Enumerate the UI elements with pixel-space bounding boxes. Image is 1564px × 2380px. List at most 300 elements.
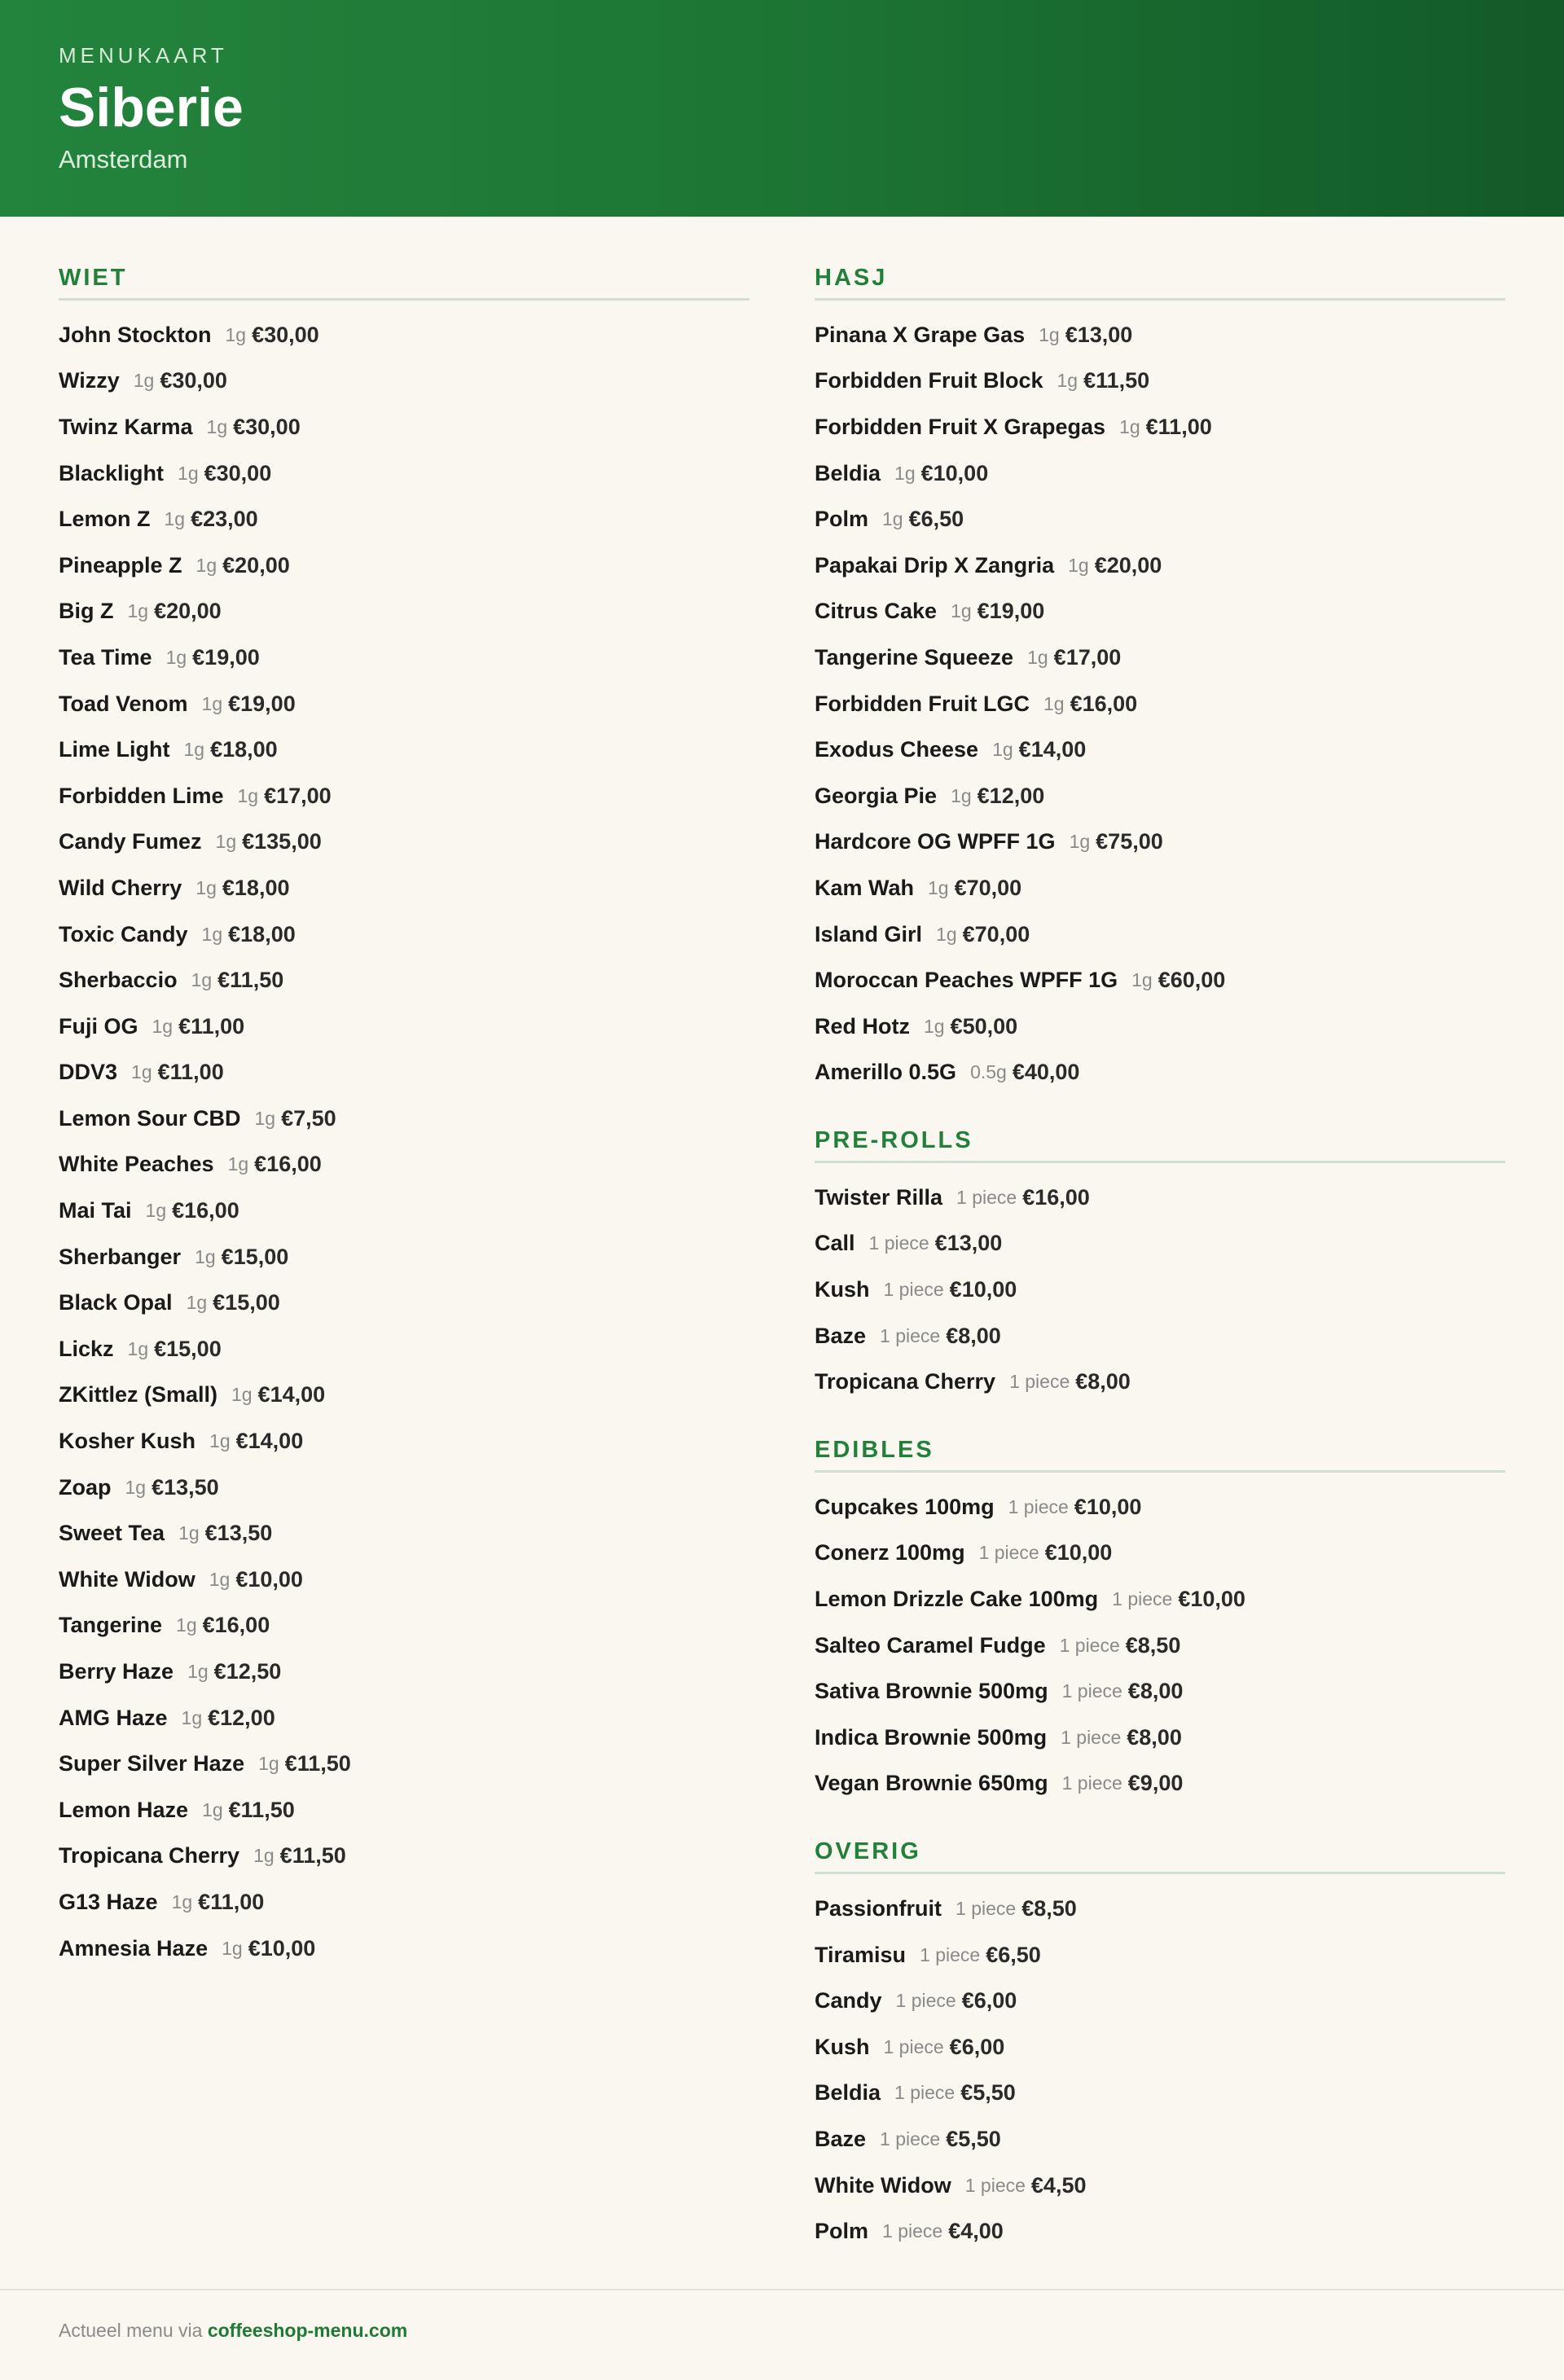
item-price: €16,00 <box>172 1198 239 1223</box>
section-title: OVERIG <box>815 1833 1505 1874</box>
item-price: €13,50 <box>152 1474 219 1500</box>
item-name: Baze <box>815 2126 867 2151</box>
item-unit: 1g <box>187 1661 209 1683</box>
item-price: €8,00 <box>1075 1369 1131 1394</box>
item-unit: 1g <box>1057 370 1079 392</box>
item-price: €13,00 <box>1065 322 1133 347</box>
menu-item <box>59 819 749 866</box>
item-name: Polm <box>815 507 869 532</box>
menu-item <box>59 312 749 358</box>
item-unit: 1g <box>1131 969 1153 991</box>
item-price: €9,00 <box>1127 1771 1184 1796</box>
item-name: Forbidden Fruit X Grapegas <box>815 414 1106 439</box>
item-name: Candy <box>815 1988 882 2013</box>
item-unit: 1g <box>1119 415 1140 437</box>
item-unit: 1g <box>209 1430 231 1452</box>
item-unit: 1 piece <box>1061 1726 1122 1748</box>
item-name: Polm <box>815 2219 869 2244</box>
section-title: WIET <box>59 259 749 301</box>
menu-item <box>815 635 1505 681</box>
item-price: €15,00 <box>221 1244 289 1269</box>
item-price: €8,00 <box>1127 1724 1182 1750</box>
item-name: Sherbaccio <box>59 968 178 993</box>
item-unit: 1 piece <box>1061 1680 1122 1702</box>
item-name: ZKittlez (Small) <box>59 1382 218 1407</box>
item-price: €11,50 <box>284 1751 351 1776</box>
item-name: Forbidden Fruit LGC <box>815 691 1030 716</box>
menu-item <box>59 635 749 681</box>
item-name: Indica Brownie 500mg <box>815 1724 1048 1750</box>
item-name: Big Z <box>59 599 114 624</box>
item-unit: 1g <box>1027 646 1048 668</box>
item-price: €18,00 <box>210 737 278 762</box>
item-price: €13,00 <box>934 1231 1003 1256</box>
item-price: €70,00 <box>954 875 1022 900</box>
item-price: €75,00 <box>1096 829 1163 854</box>
item-unit: 1g <box>164 508 186 530</box>
menu-item <box>59 1418 749 1464</box>
item-name: Passionfruit <box>815 1896 942 1921</box>
item-name: Lemon Sour CBD <box>59 1105 241 1131</box>
item-unit: 1g <box>196 876 217 898</box>
item-price: €6,00 <box>949 2034 1005 2059</box>
item-price: €17,00 <box>1053 644 1122 670</box>
menu-item <box>815 2070 1505 2117</box>
menu-item <box>815 1886 1505 1932</box>
menu-item <box>59 727 749 773</box>
item-unit: 1 piece <box>895 1990 956 2012</box>
section-title: PRE-ROLLS <box>815 1122 1505 1163</box>
item-price: €16,00 <box>202 1613 270 1638</box>
item-price: €6,50 <box>908 507 964 532</box>
item-unit: 1 piece <box>883 2035 944 2057</box>
item-price: €19,00 <box>977 599 1045 624</box>
menu-item <box>59 1649 749 1695</box>
item-price: €17,00 <box>264 783 332 808</box>
item-unit: 1g <box>254 1107 276 1129</box>
menu-item <box>815 1267 1505 1313</box>
item-name: Sherbanger <box>59 1244 182 1269</box>
menu-item <box>815 450 1505 497</box>
footer-text: Actueel menu via <box>59 2320 203 2341</box>
item-price: €16,00 <box>1070 691 1138 716</box>
item-name: John Stockton <box>59 322 212 347</box>
item-name: Twinz Karma <box>59 414 193 439</box>
item-price: €10,00 <box>920 460 989 485</box>
item-unit: 1g <box>209 1568 231 1590</box>
menu-item <box>815 865 1505 911</box>
item-price: €7,50 <box>281 1105 336 1131</box>
item-name: Tropicana Cherry <box>815 1369 996 1394</box>
item-price: €11,50 <box>1083 368 1150 393</box>
item-unit: 1g <box>201 692 223 714</box>
item-price: €20,00 <box>154 599 222 624</box>
item-unit: 1g <box>127 1337 149 1359</box>
menu-item <box>815 957 1505 1003</box>
menu-section <box>59 259 749 1971</box>
item-name: White Peaches <box>59 1152 214 1177</box>
menu-item <box>815 819 1505 866</box>
item-unit: 1 piece <box>883 1279 944 1301</box>
item-price: €19,00 <box>228 691 296 716</box>
item-unit: 1g <box>928 876 949 898</box>
item-unit: 1g <box>237 784 259 806</box>
menu-section <box>815 1833 1505 2255</box>
item-price: €11,50 <box>279 1843 346 1868</box>
item-unit: 1g <box>125 1476 147 1498</box>
item-price: €12,50 <box>213 1659 282 1684</box>
section-title: HASJ <box>815 259 1505 301</box>
item-name: Lemon Z <box>59 507 151 532</box>
item-unit: 1g <box>202 1798 223 1820</box>
menu-item <box>815 1530 1505 1577</box>
menu-item <box>815 1313 1505 1359</box>
item-price: €5,50 <box>946 2126 1001 2151</box>
section-title: EDIBLES <box>815 1431 1505 1473</box>
item-unit: 1g <box>181 1706 203 1728</box>
item-unit: 1 piece <box>894 2082 956 2104</box>
item-unit: 1g <box>951 600 972 622</box>
item-unit: 1g <box>1069 831 1091 853</box>
menu-item <box>815 542 1505 589</box>
item-price: €4,00 <box>948 2219 1004 2244</box>
item-price: €11,00 <box>198 1889 265 1914</box>
item-price: €10,00 <box>1074 1494 1142 1519</box>
item-name: Tangerine Squeeze <box>815 644 1014 670</box>
item-price: €135,00 <box>242 829 322 854</box>
item-name: Mai Tai <box>59 1198 132 1223</box>
item-name: Lemon Drizzle Cake 100mg <box>815 1587 1099 1612</box>
menu-item <box>59 1326 749 1372</box>
item-name: Lime Light <box>59 737 170 762</box>
item-name: Amerillo 0.5G <box>815 1060 957 1085</box>
menu-item <box>59 957 749 1003</box>
item-unit: 1 piece <box>868 1232 929 1254</box>
item-price: €60,00 <box>1158 968 1226 993</box>
item-name: Moroccan Peaches WPFF 1G <box>815 968 1118 993</box>
item-name: White Widow <box>59 1566 196 1592</box>
menu-item <box>59 773 749 819</box>
item-unit: 1 piece <box>880 1324 941 1346</box>
item-price: €11,00 <box>1145 414 1212 439</box>
item-unit: 1g <box>183 739 205 761</box>
menu-section <box>815 1431 1505 1807</box>
item-price: €10,00 <box>1178 1587 1245 1612</box>
item-price: €30,00 <box>160 368 227 393</box>
menu-item <box>815 2208 1505 2255</box>
item-name: Tea Time <box>59 644 152 670</box>
item-price: €19,00 <box>192 644 260 670</box>
item-name: Berry Haze <box>59 1659 174 1684</box>
menu-footer <box>0 2289 1564 2380</box>
item-price: €30,00 <box>233 414 301 439</box>
item-unit: 1g <box>152 1015 174 1037</box>
item-name: Beldia <box>815 2080 881 2106</box>
item-unit: 1 piece <box>882 2220 943 2242</box>
item-name: Vegan Brownie 650mg <box>815 1771 1048 1796</box>
item-unit: 1g <box>992 739 1013 761</box>
item-name: Island Girl <box>815 921 923 946</box>
item-unit: 1g <box>165 646 187 668</box>
menu-item <box>59 1833 749 1880</box>
menu-section <box>815 1122 1505 1405</box>
item-unit: 1 piece <box>978 1542 1039 1564</box>
item-unit: 1g <box>882 508 903 530</box>
menu-item <box>815 1359 1505 1405</box>
menu-item <box>815 404 1505 450</box>
item-name: Sweet Tea <box>59 1521 165 1546</box>
item-unit: 1 piece <box>1008 1495 1069 1517</box>
item-name: Wizzy <box>59 368 120 393</box>
item-name: G13 Haze <box>59 1889 158 1914</box>
item-price: €8,50 <box>1021 1896 1077 1921</box>
item-price: €50,00 <box>950 1013 1018 1039</box>
item-price: €11,50 <box>217 968 284 993</box>
item-unit: 1 piece <box>1009 1371 1070 1393</box>
item-name: Citrus Cake <box>815 599 938 624</box>
item-unit: 1g <box>178 1522 200 1544</box>
menu-item <box>815 911 1505 958</box>
item-unit: 1g <box>227 1153 249 1175</box>
item-price: €30,00 <box>252 322 319 347</box>
item-price: €8,00 <box>946 1323 1001 1348</box>
item-name: Blacklight <box>59 460 165 485</box>
menu-column-right <box>815 259 1505 2281</box>
item-name: Cupcakes 100mg <box>815 1494 995 1519</box>
menu-column-left <box>59 259 749 1997</box>
menu-item <box>815 589 1505 635</box>
menu-eyebrow: MENUKAART <box>59 43 228 68</box>
menu-item <box>59 1557 749 1603</box>
item-price: €10,00 <box>248 1935 316 1961</box>
item-name: Tangerine <box>59 1613 163 1638</box>
item-name: Kush <box>815 2034 870 2059</box>
item-price: €12,00 <box>208 1705 275 1730</box>
menu-item <box>59 1879 749 1926</box>
item-name: Twister Rilla <box>815 1184 943 1210</box>
shop-name: Siberie <box>59 77 244 138</box>
item-unit: 1g <box>186 1292 208 1314</box>
menu-item <box>815 1761 1505 1807</box>
menu-item <box>815 1576 1505 1623</box>
item-name: Amnesia Haze <box>59 1935 209 1961</box>
item-name: Tiramisu <box>815 1942 907 1967</box>
menu-item <box>815 1003 1505 1050</box>
item-name: Kush <box>815 1277 870 1302</box>
item-price: €16,00 <box>254 1152 322 1177</box>
footer-link[interactable]: coffeeshop-menu.com <box>207 2320 408 2341</box>
menu-item <box>59 1464 749 1511</box>
item-price: €5,50 <box>960 2080 1016 2106</box>
item-price: €11,00 <box>178 1013 245 1039</box>
item-price: €15,00 <box>154 1336 222 1361</box>
menu-item <box>59 1280 749 1326</box>
item-unit: 0.5g <box>970 1061 1007 1083</box>
item-name: DDV3 <box>59 1060 118 1085</box>
menu-item <box>815 2163 1505 2209</box>
item-price: €10,00 <box>235 1566 303 1592</box>
menu-item <box>815 358 1505 405</box>
item-name: Call <box>815 1231 855 1256</box>
item-unit: 1g <box>222 1937 243 1959</box>
item-name: Toad Venom <box>59 691 188 716</box>
item-name: Forbidden Lime <box>59 783 224 808</box>
menu-section <box>815 259 1505 1096</box>
menu-item <box>59 1603 749 1649</box>
item-name: Georgia Pie <box>815 783 938 808</box>
item-price: €12,00 <box>977 783 1045 808</box>
item-name: Sativa Brownie 500mg <box>815 1679 1048 1704</box>
menu-item <box>815 681 1505 727</box>
menu-item <box>815 496 1505 542</box>
item-unit: 1g <box>924 1015 945 1037</box>
item-unit: 1g <box>195 1245 216 1267</box>
item-unit: 1g <box>178 462 199 484</box>
item-price: €14,00 <box>1018 737 1087 762</box>
item-unit: 1g <box>145 1200 167 1222</box>
item-name: Red Hotz <box>815 1013 910 1039</box>
item-price: €6,00 <box>961 1988 1017 2013</box>
item-name: Forbidden Fruit Block <box>815 368 1043 393</box>
item-unit: 1g <box>176 1614 197 1636</box>
item-price: €40,00 <box>1012 1060 1080 1085</box>
item-name: Lickz <box>59 1336 114 1361</box>
menu-item <box>815 1623 1505 1669</box>
item-unit: 1g <box>201 923 223 945</box>
item-unit: 1 piece <box>956 1898 1017 1920</box>
item-name: Beldia <box>815 460 881 485</box>
item-name: Kam Wah <box>815 875 915 900</box>
item-name: Hardcore OG WPFF 1G <box>815 829 1056 854</box>
item-unit: 1g <box>196 554 217 576</box>
menu-item <box>59 1050 749 1096</box>
menu-item <box>815 1484 1505 1530</box>
item-name: Tropicana Cherry <box>59 1843 240 1868</box>
menu-item <box>59 450 749 497</box>
item-price: €11,00 <box>157 1060 224 1085</box>
item-name: Salteo Caramel Fudge <box>815 1632 1046 1658</box>
item-name: Pineapple Z <box>59 552 182 577</box>
item-unit: 1g <box>1043 692 1065 714</box>
menu-item <box>815 1175 1505 1221</box>
menu-item <box>59 1695 749 1741</box>
item-name: Toxic Candy <box>59 921 188 946</box>
item-unit: 1g <box>936 923 957 945</box>
item-unit: 1g <box>258 1753 279 1775</box>
item-price: €11,50 <box>228 1797 295 1822</box>
menu-item <box>59 1741 749 1787</box>
item-price: €30,00 <box>204 460 272 485</box>
item-unit: 1g <box>133 370 155 392</box>
menu-item <box>815 1668 1505 1715</box>
item-unit: 1 piece <box>920 1943 981 1965</box>
menu-item <box>815 312 1505 358</box>
item-unit: 1g <box>231 1384 253 1406</box>
item-price: €10,00 <box>1044 1540 1113 1565</box>
item-name: Baze <box>815 1323 867 1348</box>
menu-item <box>815 1715 1505 1761</box>
menu-item <box>815 773 1505 819</box>
menu-item <box>815 727 1505 773</box>
menu-item <box>59 496 749 542</box>
menu-item <box>815 1221 1505 1267</box>
menu-item <box>815 2116 1505 2163</box>
item-price: €16,00 <box>1022 1184 1090 1210</box>
item-unit: 1g <box>225 323 247 345</box>
item-unit: 1g <box>206 415 228 437</box>
item-price: €18,00 <box>222 875 290 900</box>
menu-item <box>59 911 749 958</box>
item-unit: 1g <box>191 969 213 991</box>
menu-item <box>815 1050 1505 1096</box>
item-price: €8,50 <box>1125 1632 1181 1658</box>
menu-item <box>59 589 749 635</box>
item-unit: 1g <box>127 600 149 622</box>
item-price: €4,50 <box>1030 2172 1087 2198</box>
item-price: €14,00 <box>235 1429 304 1454</box>
item-price: €70,00 <box>962 921 1030 946</box>
item-name: Fuji OG <box>59 1013 138 1039</box>
item-unit: 1 piece <box>964 2174 1026 2196</box>
menu-item <box>59 1234 749 1280</box>
item-name: Candy Fumez <box>59 829 202 854</box>
item-unit: 1g <box>215 831 237 853</box>
item-price: €14,00 <box>257 1382 326 1407</box>
item-price: €20,00 <box>1094 552 1162 577</box>
item-price: €8,00 <box>1127 1679 1184 1704</box>
item-name: Conerz 100mg <box>815 1540 965 1565</box>
item-unit: 1g <box>1068 554 1089 576</box>
item-unit: 1 piece <box>880 2128 941 2149</box>
item-price: €15,00 <box>213 1290 280 1315</box>
menu-item <box>59 1188 749 1234</box>
menu-item <box>59 1510 749 1557</box>
item-name: Wild Cherry <box>59 875 182 900</box>
menu-item <box>815 1932 1505 1978</box>
menu-columns <box>0 217 1564 2289</box>
menu-item <box>59 865 749 911</box>
menu-item <box>59 1926 749 1972</box>
menu-item <box>59 404 749 450</box>
menu-item <box>59 1142 749 1188</box>
item-unit: 1g <box>894 462 916 484</box>
item-unit: 1g <box>951 784 972 806</box>
item-name: Pinana X Grape Gas <box>815 322 1026 347</box>
item-name: Papakai Drip X Zangria <box>815 552 1055 577</box>
item-price: €6,50 <box>986 1942 1041 1967</box>
item-unit: 1 piece <box>956 1186 1017 1208</box>
item-price: €20,00 <box>222 552 290 577</box>
item-unit: 1g <box>253 1845 275 1867</box>
item-name: Super Silver Haze <box>59 1751 245 1776</box>
item-unit: 1g <box>171 1890 193 1912</box>
menu-item <box>59 358 749 405</box>
item-name: Exodus Cheese <box>815 737 979 762</box>
menu-item <box>59 1096 749 1142</box>
menu-item <box>815 1978 1505 2024</box>
item-name: Lemon Haze <box>59 1797 189 1822</box>
menu-item <box>59 1787 749 1833</box>
item-unit: 1g <box>131 1061 152 1083</box>
item-price: €13,50 <box>204 1521 273 1546</box>
item-price: €10,00 <box>949 1277 1017 1302</box>
item-unit: 1 piece <box>1059 1634 1120 1656</box>
item-price: €18,00 <box>228 921 296 946</box>
menu-header <box>0 0 1564 217</box>
menu-item <box>59 542 749 589</box>
menu-item <box>59 1372 749 1419</box>
item-name: White Widow <box>815 2172 951 2198</box>
